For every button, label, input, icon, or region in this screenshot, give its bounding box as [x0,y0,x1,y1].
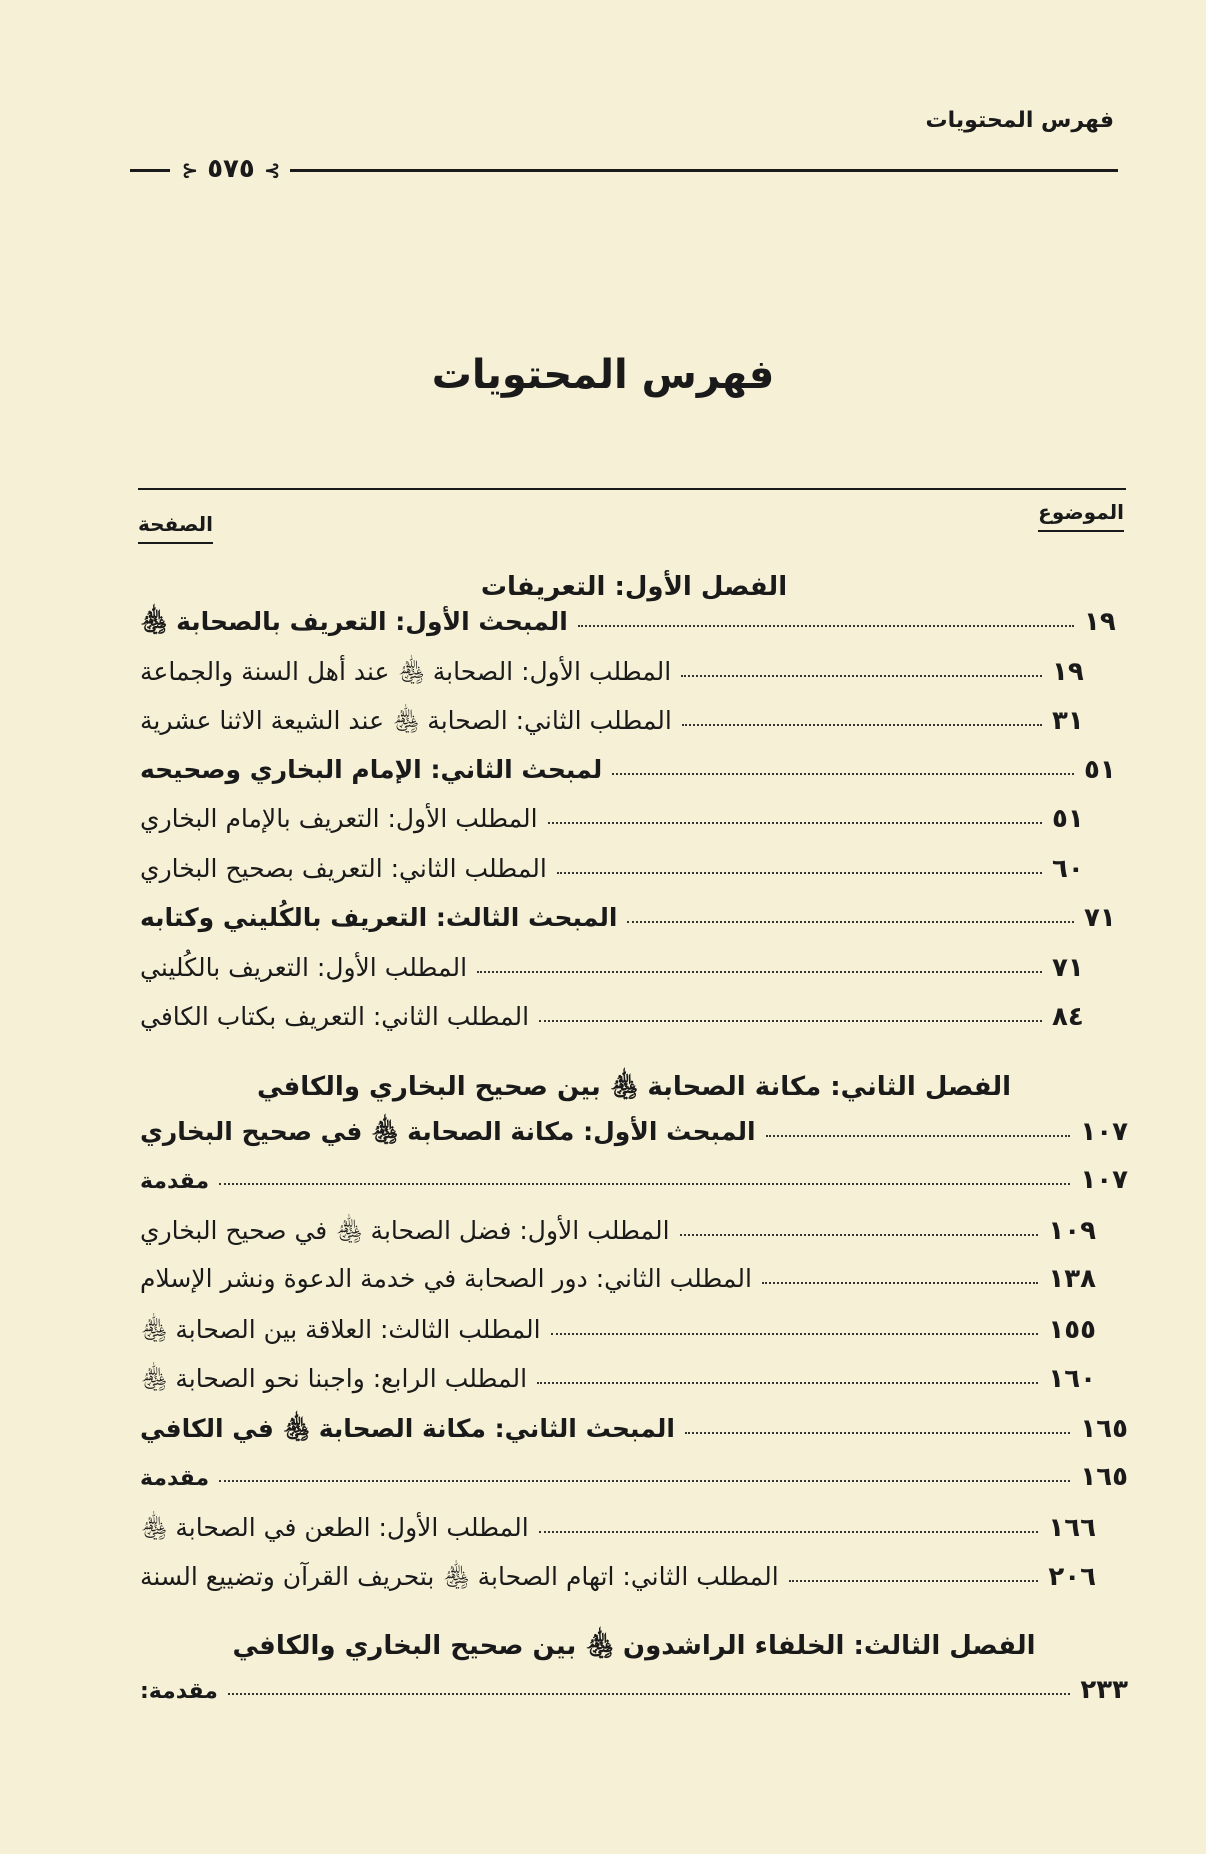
leader-dots [539,1019,1042,1022]
toc-entry: المطلب الأول: التعريف بالكُليني [140,952,468,982]
toc-page-number: ٥١ [1052,804,1084,834]
leader-dots [548,821,1042,824]
toc-page-number: ٧١ [1052,952,1084,983]
toc-row [140,804,1128,854]
toc-entry: مقدمة: [140,1678,218,1704]
leader-dots [627,920,1074,923]
toc-row [140,705,1128,755]
toc-entry: مقدمة [140,1169,210,1194]
toc-entry: المطلب الثالث: العلاقة بين الصحابة ﵃ [140,1314,541,1344]
leader-dots [685,1431,1070,1434]
leader-dots [789,1579,1039,1582]
leader-dots [219,1479,1070,1482]
chapter-heading: الفصل الأول: التعريفات [480,572,788,602]
toc-entry: المبحث الثاني: مكانة الصحابة ﵃ في الكافي [140,1413,675,1443]
ornament-right-icon: ⊰ [263,158,281,182]
toc-page-number: ١٦٦ [1048,1512,1096,1543]
toc-page-number: ٢٠٦ [1048,1562,1096,1592]
toc-row [140,854,1128,904]
toc-page-number: ١٩ [1052,656,1084,687]
toc-entry: لمبحث الثاني: الإمام البخاري وصحيحه [140,754,603,784]
toc-row [140,953,1128,1003]
leader-dots [539,1530,1039,1533]
toc-page-number: ١٣٨ [1048,1264,1096,1294]
toc-entry: المطلب الثاني: التعريف بصحيح البخاري [140,853,547,883]
column-header-page: الصفحة [138,512,213,544]
toc-page-number: ١٥٥ [1048,1314,1096,1345]
toc-page-number: ٣١ [1052,706,1084,736]
toc-row [140,1675,1128,1725]
toc-page-number: ٢٣٣ [1080,1674,1128,1705]
table-of-contents [140,562,1128,1724]
header-rule [290,169,1118,172]
leader-dots [477,970,1042,973]
toc-page-number: ١٠٧ [1080,1116,1128,1147]
toc-row [140,1512,1128,1562]
toc-entry: المطلب الأول: فضل الصحابة ﵃ في صحيح البخاري [140,1215,670,1245]
leader-dots [612,772,1074,775]
toc-entry: المطلب الأول: التعريف بالإمام البخاري [140,804,538,833]
toc-entry: المطلب الرابع: واجبنا نحو الصحابة ﵃ [140,1364,528,1393]
toc-row [140,1165,1128,1215]
toc-page-number: ١٠٧ [1080,1165,1128,1195]
header-rule-left [130,169,170,172]
toc-page-number: ١٩ [1084,607,1116,637]
toc-row [140,1314,1128,1364]
leader-dots [762,1281,1038,1284]
toc-entry: المبحث الأول: مكانة الصحابة ﵃ في صحيح البخاري [140,1116,756,1146]
toc-entry: المطلب الثاني: الصحابة ﵃ عند الشيعة الاثنا عشرية [140,706,672,735]
toc-entry: المطلب الثاني: اتهام الصحابة ﵃ بتحريف القرآن وتضييع السنة [140,1562,779,1591]
page-number-rule [130,156,1118,186]
toc-row [140,1264,1128,1314]
toc-entry: مقدمة [140,1466,210,1491]
toc-page-number: ٧١ [1084,903,1116,933]
leader-dots [682,723,1042,726]
toc-entry: المبحث الثالث: التعريف بالكُليني وكتابه [140,903,618,932]
toc-page-number: ١٦٥ [1080,1413,1128,1444]
leader-dots [219,1182,1070,1185]
toc-page-number: ١٦٥ [1080,1462,1128,1492]
leader-dots [228,1692,1070,1695]
column-header-topic: الموضوع [1038,500,1124,532]
toc-row [140,606,1128,656]
chapter-heading: الفصل الثاني: مكانة الصحابة ﵃ بين صحيح البخاري والكافي [256,1071,1012,1102]
leader-dots [578,624,1074,627]
toc-row [140,1002,1128,1052]
toc-row [140,1363,1128,1413]
leader-dots [681,674,1042,677]
toc-row [140,656,1128,706]
toc-row [140,1561,1128,1611]
leader-dots [537,1381,1038,1384]
column-header-rule [138,488,1126,490]
toc-entry: المبحث الأول: التعريف بالصحابة ﵃ [140,607,568,636]
running-head: فهرس المحتويات [925,108,1114,133]
toc-row [140,1215,1128,1265]
toc-entry: المطلب الأول: الطعن في الصحابة ﵃ [140,1512,529,1542]
toc-row [140,755,1128,805]
toc-page-number: ٨٤ [1052,1002,1084,1032]
toc-entry: المطلب الثاني: التعريف بكتاب الكافي [140,1002,530,1031]
toc-page-number: ٦٠ [1052,853,1084,884]
leader-dots [551,1332,1039,1335]
toc-page-number: ٥١ [1084,754,1116,785]
toc-row [140,1413,1128,1463]
ornament-left-icon: ⊱ [181,158,199,182]
toc-row [140,903,1128,953]
chapter-heading: الفصل الثالث: الخلفاء الراشدون ﵃ بين صحيح البخاري والكافي [232,1630,1036,1661]
leader-dots [557,871,1042,874]
toc-row [140,1116,1128,1166]
page-number: ٥٧٥ [207,154,255,184]
leader-dots [680,1233,1039,1236]
page-number-block [172,154,290,184]
toc-row [140,1462,1128,1512]
toc-page-number: ١٦٠ [1048,1364,1096,1394]
leader-dots [766,1134,1071,1137]
toc-page-number: ١٠٩ [1048,1215,1096,1246]
toc-entry: المطلب الأول: الصحابة ﵃ عند أهل السنة والجماعة [140,656,672,686]
page-title: فهرس المحتويات [431,352,775,398]
toc-entry: المطلب الثاني: دور الصحابة في خدمة الدعوة ونشر الإسلام [140,1264,752,1293]
